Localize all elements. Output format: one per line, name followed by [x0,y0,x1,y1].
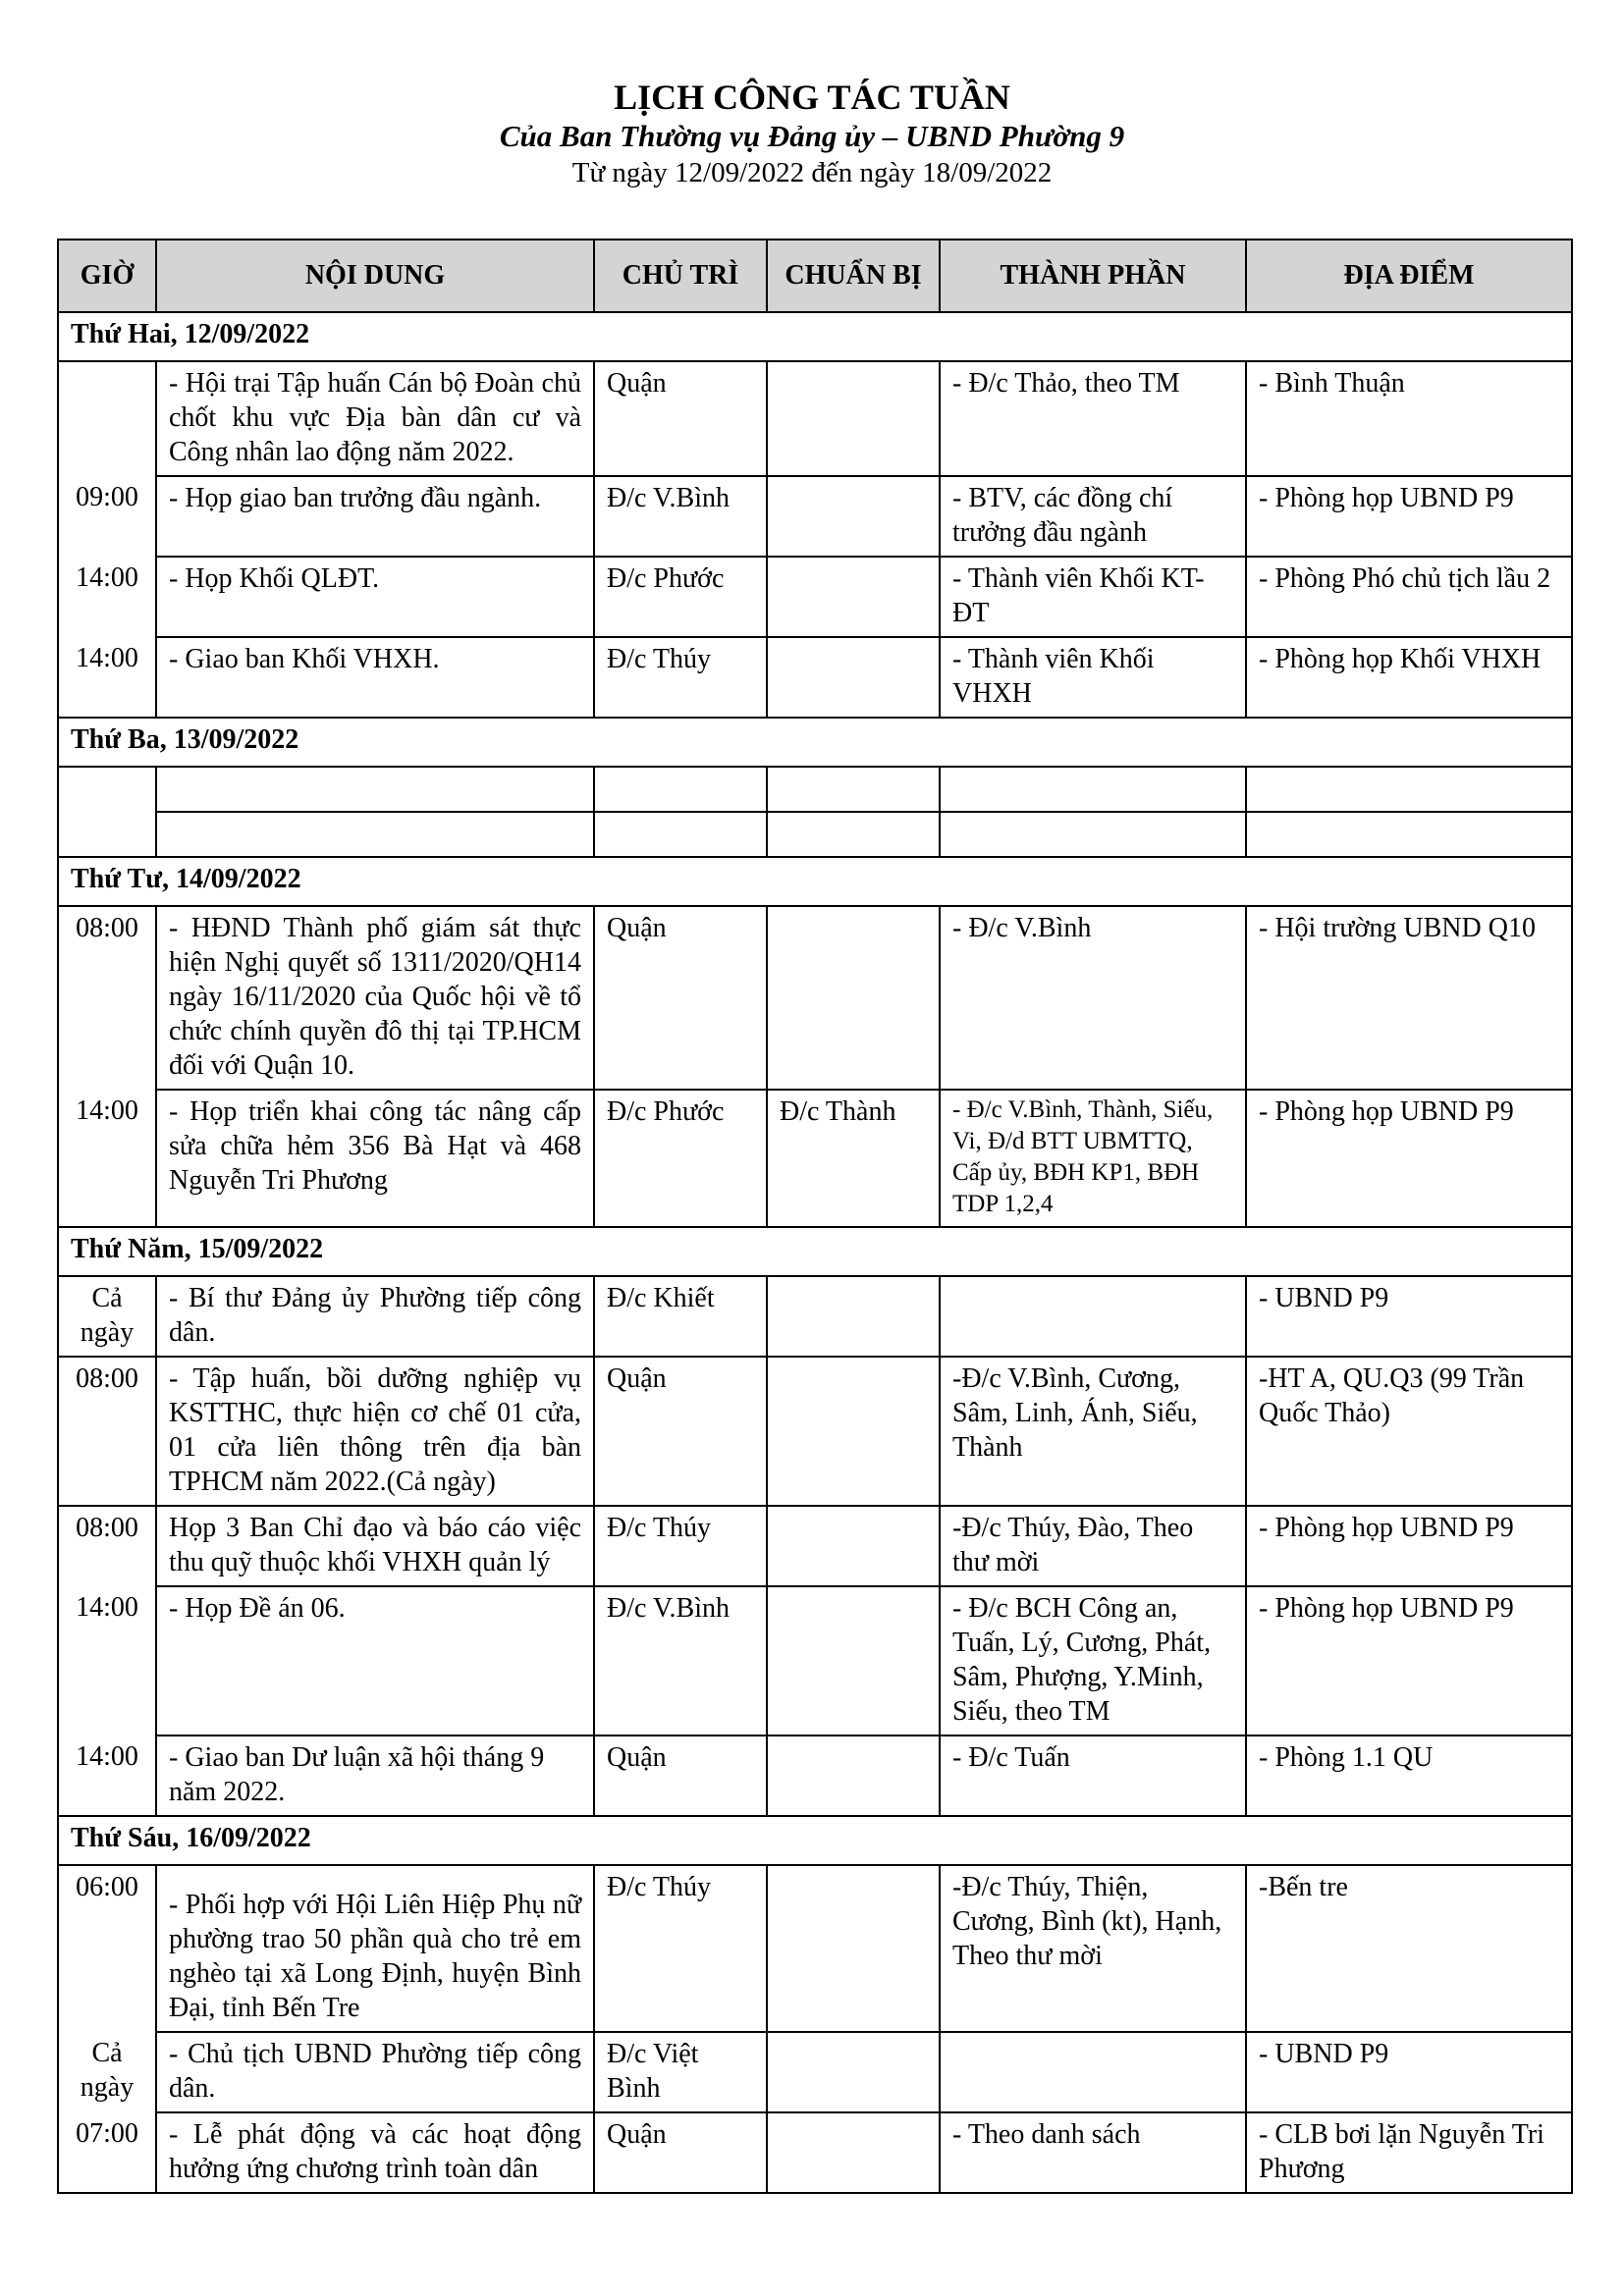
row-content: - Hội trại Tập huấn Cán bộ Đoàn chủ chốt khu vực Địa bàn dân cư và Công nhân lao động năm 2022. [156,361,594,476]
row-prepare [767,2032,940,2112]
row-time: 08:00 [58,906,156,1090]
row-content: - Họp Đề án 06. [156,1586,594,1735]
row-chair: Đ/c Khiết [594,1276,767,1357]
row-location: - UBND P9 [1246,2032,1572,2112]
row-chair: Đ/c Việt Bình [594,2032,767,2112]
table-row [58,1865,1572,2032]
row-location: - Hội trường UBND Q10 [1246,906,1572,1090]
row-chair: Đ/c V.Bình [594,476,767,557]
row-time: 14:00 [58,637,156,718]
row-prepare [767,476,940,557]
row-content: - Giao ban Dư luận xã hội tháng 9 năm 2022. [156,1735,594,1816]
row-time [58,767,156,857]
row-content: - HĐND Thành phố giám sát thực hiện Nghị quyết số 1311/2020/QH14 ngày 16/11/2020 của Quốc hội về tổ chức chính quyền đô thị tại TP.HCM đối với Quận 10. [156,906,594,1090]
row-content: - Chủ tịch UBND Phường tiếp công dân. [156,2032,594,2112]
row-chair: Đ/c Thúy [594,1865,767,2032]
row-prepare [767,637,940,718]
row-participants [940,1276,1246,1357]
col-header-location: ĐỊA ĐIỂM [1246,240,1572,312]
document-header [0,77,1624,190]
table-row [58,1506,1572,1586]
row-location: - Phòng Phó chủ tịch lầu 2 [1246,557,1572,637]
day-header-friday: Thứ Sáu, 16/09/2022 [58,1816,1572,1865]
col-header-content: NỘI DUNG [156,240,594,312]
row-participants: -Đ/c Thúy, Thiện, Cương, Bình (kt), Hạnh, Theo thư mời [940,1865,1246,2032]
row-participants: -Đ/c Thúy, Đào, Theo thư mời [940,1506,1246,1586]
row-location: - Phòng họp UBND P9 [1246,1586,1572,1735]
table-row [58,1735,1572,1816]
row-time: 06:00 [58,1865,156,2032]
row-participants: - Đ/c Thảo, theo TM [940,361,1246,476]
row-location: -HT A, QU.Q3 (99 Trần Quốc Thảo) [1246,1357,1572,1506]
row-chair: Đ/c V.Bình [594,1586,767,1735]
row-participants: -Đ/c V.Bình, Cương, Sâm, Linh, Ánh, Siếu, Thành [940,1357,1246,1506]
table-header-row [58,240,1572,312]
row-location: - Phòng 1.1 QU [1246,1735,1572,1816]
row-location: - Bình Thuận [1246,361,1572,476]
row-prepare [767,1357,940,1506]
table-row [58,637,1572,718]
row-time: Cả ngày [58,2032,156,2112]
row-time: 14:00 [58,1735,156,1816]
row-participants: - Theo danh sách [940,2112,1246,2193]
row-time: 14:00 [58,557,156,637]
table-row [58,2112,1572,2193]
row-location: - Phòng họp UBND P9 [1246,1090,1572,1227]
table-row [58,2032,1572,2112]
table-row [58,476,1572,557]
row-content: - Lễ phát động và các hoạt động hưởng ứng chương trình toàn dân [156,2112,594,2193]
row-location: -Bến tre [1246,1865,1572,2032]
row-prepare [767,1506,940,1586]
row-time: Cả ngày [58,1276,156,1357]
row-time: 07:00 [58,2112,156,2193]
row-content: Họp 3 Ban Chỉ đạo và báo cáo việc thu quỹ thuộc khối VHXH quản lý [156,1506,594,1586]
table-row [58,1090,1572,1227]
schedule-table [57,239,1573,2194]
day-header-monday: Thứ Hai, 12/09/2022 [58,312,1572,361]
row-location: - UBND P9 [1246,1276,1572,1357]
row-participants: - Thành viên Khối VHXH [940,637,1246,718]
row-participants: - BTV, các đồng chí trưởng đầu ngành [940,476,1246,557]
table-row [58,557,1572,637]
row-location: - CLB bơi lặn Nguyễn Tri Phương [1246,2112,1572,2193]
row-location: - Phòng họp UBND P9 [1246,1506,1572,1586]
row-content: - Bí thư Đảng ủy Phường tiếp công dân. [156,1276,594,1357]
row-prepare [767,361,940,476]
day-header-wednesday: Thứ Tư, 14/09/2022 [58,857,1572,906]
table-row [58,361,1572,476]
row-chair: Đ/c Thúy [594,637,767,718]
empty-row [58,812,1572,857]
row-prepare [767,906,940,1090]
row-content: - Phối hợp với Hội Liên Hiệp Phụ nữ phường trao 50 phần quà cho trẻ em nghèo tại xã Long Định, huyện Bình Đại, tỉnh Bến Tre [156,1865,594,2032]
col-header-time: GIỜ [58,240,156,312]
col-header-participants: THÀNH PHẦN [940,240,1246,312]
row-chair: Đ/c Thúy [594,1506,767,1586]
row-prepare [767,1735,940,1816]
table-row [58,1276,1572,1357]
row-prepare: Đ/c Thành [767,1090,940,1227]
row-participants: - Đ/c Tuấn [940,1735,1246,1816]
col-header-chair: CHỦ TRÌ [594,240,767,312]
row-chair: Đ/c Phước [594,1090,767,1227]
row-chair: Quận [594,1735,767,1816]
row-chair: Quận [594,2112,767,2193]
table-row [58,1357,1572,1506]
row-time: 14:00 [58,1090,156,1227]
row-prepare [767,1865,940,2032]
row-prepare [767,2112,940,2193]
col-header-prepare: CHUẨN BỊ [767,240,940,312]
row-location: - Phòng họp Khối VHXH [1246,637,1572,718]
row-participants: - Đ/c BCH Công an, Tuấn, Lý, Cương, Phát, Sâm, Phượng, Y.Minh, Siếu, theo TM [940,1586,1246,1735]
table-row [58,1586,1572,1735]
day-header-thursday: Thứ Năm, 15/09/2022 [58,1227,1572,1276]
row-content: - Họp triển khai công tác nâng cấp sửa chữa hẻm 356 Bà Hạt và 468 Nguyễn Tri Phương [156,1090,594,1227]
row-location: - Phòng họp UBND P9 [1246,476,1572,557]
document-subtitle: Của Ban Thường vụ Đảng ủy – UBND Phường 9 [499,119,1125,153]
row-participants: - Đ/c V.Bình, Thành, Siếu, Vi, Đ/d BTT UBMTTQ, Cấp ủy, BĐH KP1, BĐH TDP 1,2,4 [940,1090,1246,1227]
row-participants: - Đ/c V.Bình [940,906,1246,1090]
row-time: 08:00 [58,1357,156,1506]
day-header-tuesday: Thứ Ba, 13/09/2022 [58,718,1572,767]
row-chair: Quận [594,361,767,476]
row-time [58,361,156,476]
date-range: Từ ngày 12/09/2022 đến ngày 18/09/2022 [571,157,1053,188]
row-chair: Quận [594,906,767,1090]
row-participants [940,2032,1246,2112]
document-title: LỊCH CÔNG TÁC TUẦN [614,78,1010,117]
empty-row [58,767,1572,812]
row-content: - Giao ban Khối VHXH. [156,637,594,718]
table-row [58,906,1572,1090]
row-time: 14:00 [58,1586,156,1735]
row-time: 09:00 [58,476,156,557]
row-chair: Quận [594,1357,767,1506]
row-content: - Tập huấn, bồi dưỡng nghiệp vụ KSTTHC, thực hiện cơ chế 01 cửa, 01 cửa liên thông trên địa bàn TPHCM năm 2022.(Cả ngày) [156,1357,594,1506]
row-content: - Họp Khối QLĐT. [156,557,594,637]
row-content: - Họp giao ban trưởng đầu ngành. [156,476,594,557]
row-chair: Đ/c Phước [594,557,767,637]
row-prepare [767,1276,940,1357]
row-prepare [767,1586,940,1735]
row-time: 08:00 [58,1506,156,1586]
row-participants: - Thành viên Khối KT-ĐT [940,557,1246,637]
row-prepare [767,557,940,637]
